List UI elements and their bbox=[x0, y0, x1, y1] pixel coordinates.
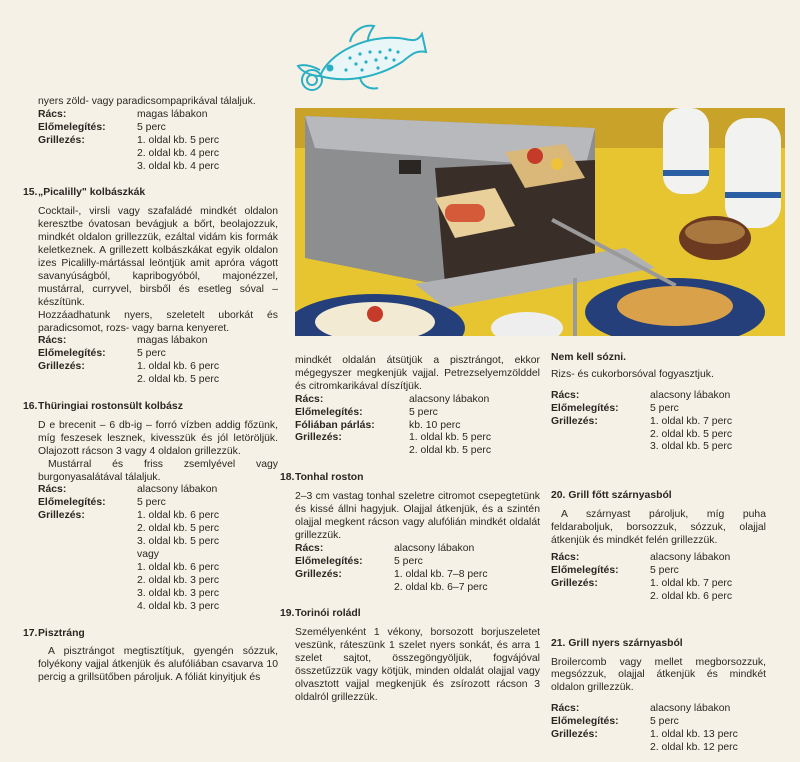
spec-label: Rács: bbox=[295, 393, 324, 405]
spec-label bbox=[38, 374, 133, 387]
spec-value: 1. oldal kb. 7–8 perc bbox=[394, 568, 488, 580]
spec-label: Előmelegítés: bbox=[551, 716, 619, 728]
recipe-19-specs bbox=[551, 390, 766, 455]
spec-label: Grillezés: bbox=[38, 134, 85, 146]
spec-value: 1. oldal kb. 5 perc bbox=[409, 432, 492, 444]
spec-label: Rács: bbox=[295, 542, 324, 554]
spec-value: vagy bbox=[137, 549, 159, 560]
spec-value: 5 perc bbox=[409, 406, 438, 418]
recipe-17-text: A pisztrángot megtisztítjuk, gyengén sózzuk, folyékony vajjal átkenjük és alufóliában csavarva 10 percig a grillsütőben pároljuk. A fóliát kinyitjuk és bbox=[38, 646, 278, 684]
spec-value: alacsony lábakon bbox=[409, 393, 490, 405]
column-right bbox=[551, 352, 766, 755]
spec-value: 1. oldal kb. 6 perc bbox=[137, 510, 220, 522]
spec-label: Előmelegítés: bbox=[38, 121, 106, 133]
recipe-18-heading bbox=[280, 472, 540, 485]
spec-label: Rács: bbox=[551, 389, 580, 401]
fish-icon bbox=[290, 14, 432, 94]
spec-value: 5 perc bbox=[137, 121, 166, 133]
spec-label: Grillezés: bbox=[551, 577, 598, 589]
spec-value: 5 perc bbox=[137, 497, 166, 509]
spec-label: Rács: bbox=[38, 335, 67, 347]
intro-specs bbox=[38, 109, 278, 174]
spec-label: Rács: bbox=[551, 551, 580, 563]
grill-photo-illustration bbox=[295, 108, 785, 336]
spec-value: 1. oldal kb. 13 perc bbox=[650, 729, 738, 741]
recipe-21-heading bbox=[551, 638, 766, 651]
recipe-18-text: 2–3 cm vastag tonhal szeletre citromot csepegtetünk és kissé állni hagyjuk. Olajjal átkenjük, és a szintén olajjal megkent rácson vagy alufólián mindkét oldalát grillezzük. bbox=[295, 491, 540, 541]
spec-value: 3. oldal kb. 5 perc bbox=[650, 441, 733, 453]
recipe-16-title: Thüringiai rostonsült kolbász bbox=[38, 401, 183, 413]
recipe-20-text: A szárnyast pároljuk, míg puha feldaraboljuk, borsozzuk, sózzuk, olajjal átkenjük és mindkét felén grillezzük. bbox=[551, 509, 766, 547]
spec-label bbox=[551, 429, 646, 442]
spec-value: 2. oldal kb. 5 perc bbox=[137, 374, 220, 386]
recipe-21-text: Broilercomb vagy mellet megborsozzuk, megsózzuk, olajjal átkenjük és mindkét oldalon grillezzük. bbox=[551, 656, 766, 694]
spec-value: 2. oldal kb. 6 perc bbox=[650, 590, 733, 602]
spec-value: 5 perc bbox=[394, 555, 423, 567]
spec-value: 2. oldal kb. 3 perc bbox=[137, 574, 220, 586]
recipe-18-specs bbox=[295, 543, 540, 595]
recipe-18-number: 18. bbox=[280, 472, 295, 484]
spec-value: 1. oldal kb. 6 perc bbox=[137, 361, 220, 373]
serve-text: Rizs- és cukorborsóval fogyasztjuk. bbox=[551, 368, 714, 380]
spec-value: 4. oldal kb. 3 perc bbox=[137, 600, 220, 612]
recipe-16-heading bbox=[23, 401, 278, 414]
recipe-18-title: Tonhal roston bbox=[295, 472, 364, 484]
spec-value: 3. oldal kb. 3 perc bbox=[137, 587, 220, 599]
recipe-16-text-2: Mustárral és friss zsemlyével vagy burgonyasalátával tálaljuk. bbox=[38, 458, 278, 483]
spec-value: 3. oldal kb. 5 perc bbox=[137, 536, 220, 548]
spec-label: Grillezés: bbox=[38, 510, 85, 522]
spec-value: 1. oldal kb. 5 perc bbox=[137, 134, 220, 146]
spec-value: magas lábakon bbox=[137, 335, 208, 347]
spec-label: Rács: bbox=[551, 703, 580, 715]
spec-value: 1. oldal kb. 7 perc bbox=[650, 577, 733, 589]
spec-label: Előmelegítés: bbox=[551, 564, 619, 576]
spec-value: 2. oldal kb. 5 perc bbox=[650, 428, 733, 440]
spec-label bbox=[38, 536, 133, 549]
recipe-15-heading bbox=[23, 187, 278, 200]
recipe-19-number: 19. bbox=[280, 608, 295, 620]
recipe-20-title: Grill főtt szárnyasból bbox=[568, 490, 672, 502]
spec-label bbox=[38, 549, 133, 562]
spec-value: 5 perc bbox=[137, 348, 166, 360]
spec-label bbox=[38, 562, 133, 575]
spec-value: 5 perc bbox=[650, 402, 679, 414]
spec-label: Grillezés: bbox=[551, 729, 598, 741]
recipe-19-text: Személyenként 1 vékony, borsozott borjuszeletet veszünk, ráteszünk 1 szelet nyers sonkát, és arra 1 szelet sajtot, összegöngyöljük, fogvájóval összetűzzük vagy kötjük, minden oldalát olajjal vagy olvasztott vajjal megkenjük és zsírozott rácson 3 oldalról grillezzük. bbox=[295, 627, 540, 703]
spec-label bbox=[38, 523, 133, 536]
spec-label bbox=[38, 588, 133, 601]
spec-label: Előmelegítés: bbox=[38, 348, 106, 360]
spec-label bbox=[551, 441, 646, 454]
grill-photo bbox=[295, 108, 785, 336]
recipe-17-continued-text: mindkét oldalán átsütjük a pisztrángot, ekkor mégegyszer megkenjük vajjal. Petrezselyemzölddel és citromkarikával díszítjük. bbox=[295, 355, 540, 392]
spec-value: 2. oldal kb. 4 perc bbox=[137, 147, 220, 159]
spec-value: alacsony lábakon bbox=[394, 542, 475, 554]
spec-value: 2. oldal kb. 5 perc bbox=[137, 523, 220, 535]
spec-value: 3. oldal kb. 4 perc bbox=[137, 160, 220, 172]
spec-label bbox=[295, 445, 405, 458]
spec-value: 2. oldal kb. 5 perc bbox=[409, 445, 492, 457]
spec-label bbox=[38, 601, 133, 614]
spec-label: Előmelegítés: bbox=[295, 406, 363, 418]
spec-value: alacsony lábakon bbox=[650, 551, 731, 563]
spec-label: Grillezés: bbox=[295, 568, 342, 580]
spec-value: alacsony lábakon bbox=[137, 484, 218, 496]
recipe-15-text: Cocktail-, virsli vagy szafaládé mindkét oldalon keresztbe óvatosan bevágjuk a bőrt, beolajozzuk, mindkét oldalon grillezzük, ezáltal vidám kis formák keletkeznek. A grillezett kolbászkákat egyik oldalon izes Picalilly-mártással leöntjük amit apróra vágott savanyúságból, kapribogyóból, majonézzel, mustárral, curryvel, birsből és esetleg sóval – készítünk. bbox=[38, 206, 278, 308]
spec-label bbox=[295, 582, 390, 595]
spec-label: Fóliában párlás: bbox=[295, 419, 375, 431]
no-salt-note: Nem kell sózni. bbox=[551, 352, 627, 363]
spec-value: 2. oldal kb. 12 perc bbox=[650, 741, 738, 753]
recipe-16-text: D e brecenit – 6 db-ig – forró vízben addig főzünk, míg feszesek lesznek, kivesszük és jól letöröljük. Olajozott rácson 3 vagy 4 oldalon grillezzük. bbox=[38, 419, 278, 457]
spec-value: 1. oldal kb. 6 perc bbox=[137, 561, 220, 573]
spec-value: alacsony lábakon bbox=[650, 703, 731, 715]
spec-label: Előmelegítés: bbox=[295, 555, 363, 567]
column-left bbox=[23, 96, 278, 685]
recipe-19-heading bbox=[280, 608, 540, 621]
spec-label: Előmelegítés: bbox=[551, 402, 619, 414]
spec-label bbox=[38, 575, 133, 588]
spec-label bbox=[551, 742, 646, 755]
spec-value: magas lábakon bbox=[137, 108, 208, 120]
spec-label: Rács: bbox=[38, 108, 67, 120]
spec-label: Grillezés: bbox=[551, 415, 598, 427]
recipe-21-title: Grill nyers szárnyasból bbox=[568, 637, 683, 649]
spec-label: Grillezés: bbox=[295, 432, 342, 444]
recipe-20-specs bbox=[551, 552, 766, 604]
recipe-17-specs bbox=[295, 394, 540, 459]
recipe-16-number: 16. bbox=[23, 401, 38, 413]
spec-value: 2. oldal kb. 6–7 perc bbox=[394, 581, 488, 593]
recipe-21-number: 21. bbox=[551, 637, 566, 649]
spec-label: Előmelegítés: bbox=[38, 497, 106, 509]
recipe-15-number: 15. bbox=[23, 187, 38, 199]
recipe-15-text-2: Hozzáadhatunk nyers, szeletelt uborkát és paradicsomot, rozs- vagy barna kenyeret. bbox=[38, 309, 278, 334]
recipe-19-title: Torinói roládl bbox=[295, 608, 361, 620]
spec-label bbox=[38, 161, 133, 174]
spec-value: kb. 10 perc bbox=[409, 419, 461, 431]
spec-value: 5 perc bbox=[650, 716, 679, 728]
spec-value: alacsony lábakon bbox=[650, 389, 731, 401]
recipe-17-number: 17. bbox=[23, 627, 38, 639]
recipe-15-specs bbox=[38, 335, 278, 387]
spec-label: Rács: bbox=[38, 484, 67, 496]
spec-label bbox=[38, 148, 133, 161]
recipe-17-heading bbox=[23, 627, 278, 641]
spec-label: Grillezés: bbox=[38, 361, 85, 373]
spec-value: 5 perc bbox=[650, 564, 679, 576]
recipe-20-number: 20. bbox=[551, 490, 566, 502]
column-middle bbox=[280, 355, 540, 705]
recipe-16-specs bbox=[38, 484, 278, 613]
recipe-20-heading bbox=[551, 490, 766, 503]
intro-text: nyers zöld- vagy paradicsompaprikával tálaljuk. bbox=[38, 96, 256, 107]
recipe-21-specs bbox=[551, 703, 766, 755]
spec-value: 1. oldal kb. 7 perc bbox=[650, 415, 733, 427]
recipe-17-title: Pisztráng bbox=[38, 627, 85, 639]
spec-label bbox=[551, 591, 646, 604]
recipe-15-title: „Picalilly" kolbászkák bbox=[38, 187, 146, 199]
